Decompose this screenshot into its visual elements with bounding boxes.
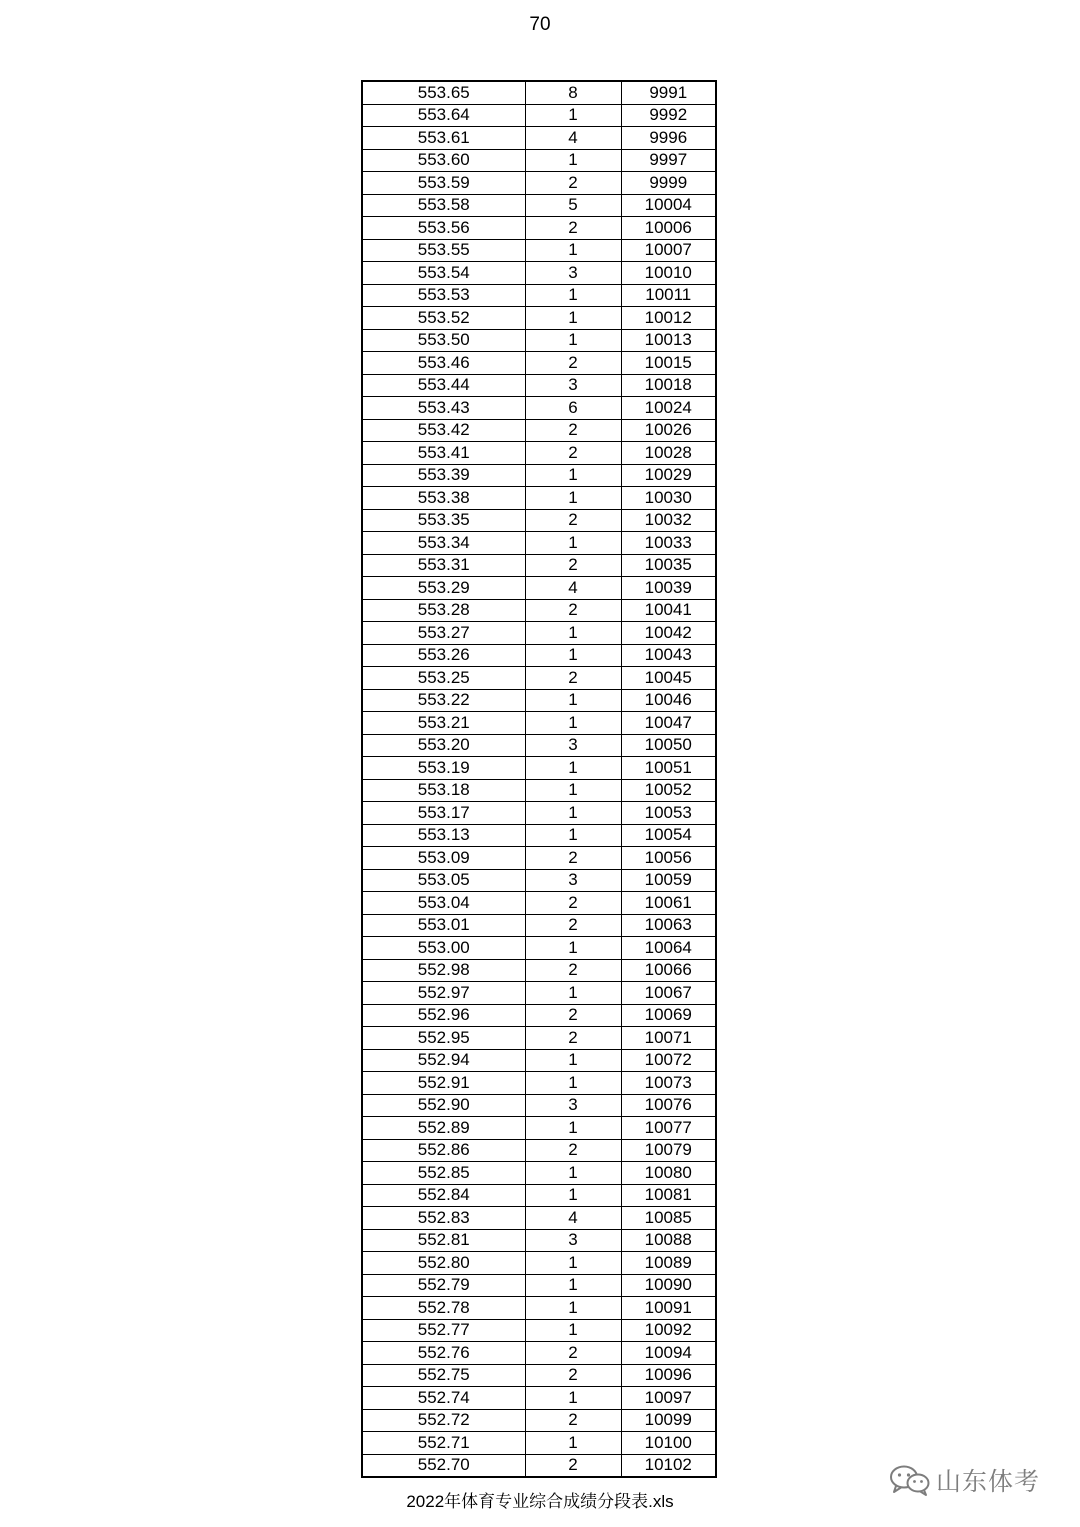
count-cell: 1	[525, 1184, 621, 1207]
count-cell: 1	[525, 1387, 621, 1410]
count-cell: 2	[525, 1342, 621, 1365]
cumulative-cell: 10059	[621, 869, 716, 892]
count-cell: 2	[525, 1139, 621, 1162]
cumulative-cell: 10015	[621, 352, 716, 375]
cumulative-cell: 10076	[621, 1094, 716, 1117]
count-cell: 3	[525, 262, 621, 285]
cumulative-cell: 10056	[621, 847, 716, 870]
score-cell: 552.72	[362, 1409, 525, 1432]
cumulative-cell: 10079	[621, 1139, 716, 1162]
page-number: 70	[529, 14, 551, 35]
cumulative-cell: 9992	[621, 104, 716, 127]
count-cell: 1	[525, 1274, 621, 1297]
score-cell: 553.17	[362, 802, 525, 825]
score-cell: 552.94	[362, 1049, 525, 1072]
count-cell: 1	[525, 149, 621, 172]
count-cell: 2	[525, 914, 621, 937]
score-cell: 552.71	[362, 1432, 525, 1455]
cumulative-cell: 10092	[621, 1319, 716, 1342]
cumulative-cell: 10010	[621, 262, 716, 285]
score-cell: 553.52	[362, 307, 525, 330]
cumulative-cell: 10032	[621, 509, 716, 532]
score-cell: 552.76	[362, 1342, 525, 1365]
cumulative-cell: 10090	[621, 1274, 716, 1297]
table-row	[362, 397, 716, 420]
count-cell: 1	[525, 284, 621, 307]
table-row	[362, 1319, 716, 1342]
watermark-text: 山东体考	[936, 1467, 1041, 1496]
table-row	[362, 1162, 716, 1185]
table-row	[362, 442, 716, 465]
table-row	[362, 1342, 716, 1365]
table-row	[362, 104, 716, 127]
count-cell: 1	[525, 464, 621, 487]
table-row	[362, 149, 716, 172]
cumulative-cell: 10054	[621, 824, 716, 847]
score-cell: 553.04	[362, 892, 525, 915]
count-cell: 2	[525, 419, 621, 442]
table-row	[362, 487, 716, 510]
count-cell: 1	[525, 104, 621, 127]
table-row	[362, 194, 716, 217]
cumulative-cell: 10100	[621, 1432, 716, 1455]
score-cell: 553.28	[362, 599, 525, 622]
table-row	[362, 1229, 716, 1252]
cumulative-cell: 10050	[621, 734, 716, 757]
score-cell: 552.83	[362, 1207, 525, 1230]
score-cell: 552.86	[362, 1139, 525, 1162]
table-row	[362, 81, 716, 104]
count-cell: 2	[525, 442, 621, 465]
table-row	[362, 712, 716, 735]
score-cell: 553.26	[362, 644, 525, 667]
score-cell: 553.42	[362, 419, 525, 442]
cumulative-cell: 10097	[621, 1387, 716, 1410]
score-cell: 553.31	[362, 554, 525, 577]
score-cell: 553.19	[362, 757, 525, 780]
cumulative-cell: 10004	[621, 194, 716, 217]
cumulative-cell: 10043	[621, 644, 716, 667]
count-cell: 2	[525, 554, 621, 577]
score-cell: 553.43	[362, 397, 525, 420]
score-cell: 553.13	[362, 824, 525, 847]
cumulative-cell: 9999	[621, 172, 716, 195]
cumulative-cell: 10035	[621, 554, 716, 577]
table-row	[362, 532, 716, 555]
score-cell: 553.38	[362, 487, 525, 510]
cumulative-cell: 10071	[621, 1027, 716, 1050]
table-row	[362, 959, 716, 982]
table-row	[362, 644, 716, 667]
count-cell: 1	[525, 937, 621, 960]
cumulative-cell: 10077	[621, 1117, 716, 1140]
cumulative-cell: 10063	[621, 914, 716, 937]
table-row	[362, 374, 716, 397]
table-row	[362, 689, 716, 712]
count-cell: 3	[525, 869, 621, 892]
count-cell: 1	[525, 1432, 621, 1455]
cumulative-cell: 10066	[621, 959, 716, 982]
cumulative-cell: 10029	[621, 464, 716, 487]
table-row	[362, 779, 716, 802]
table-row	[362, 847, 716, 870]
count-cell: 1	[525, 712, 621, 735]
count-cell: 3	[525, 734, 621, 757]
score-cell: 553.01	[362, 914, 525, 937]
cumulative-cell: 10069	[621, 1004, 716, 1027]
cumulative-cell: 10067	[621, 982, 716, 1005]
count-cell: 1	[525, 689, 621, 712]
count-cell: 2	[525, 959, 621, 982]
count-cell: 1	[525, 1162, 621, 1185]
cumulative-cell: 10026	[621, 419, 716, 442]
score-cell: 553.64	[362, 104, 525, 127]
table-row	[362, 1432, 716, 1455]
score-cell: 552.81	[362, 1229, 525, 1252]
count-cell: 6	[525, 397, 621, 420]
table-row	[362, 329, 716, 352]
cumulative-cell: 9991	[621, 81, 716, 104]
score-cell: 553.50	[362, 329, 525, 352]
score-cell: 552.91	[362, 1072, 525, 1095]
count-cell: 2	[525, 172, 621, 195]
count-cell: 2	[525, 1409, 621, 1432]
score-cell: 553.46	[362, 352, 525, 375]
table-row	[362, 1027, 716, 1050]
cumulative-cell: 10091	[621, 1297, 716, 1320]
table-row	[362, 352, 716, 375]
score-cell: 552.96	[362, 1004, 525, 1027]
count-cell: 2	[525, 509, 621, 532]
score-cell: 552.77	[362, 1319, 525, 1342]
count-cell: 2	[525, 1004, 621, 1027]
score-cell: 553.05	[362, 869, 525, 892]
cumulative-cell: 10047	[621, 712, 716, 735]
count-cell: 2	[525, 217, 621, 240]
score-table-body	[362, 81, 716, 1477]
wechat-icon	[888, 1463, 932, 1497]
count-cell: 1	[525, 329, 621, 352]
cumulative-cell: 10099	[621, 1409, 716, 1432]
table-row	[362, 1454, 716, 1477]
count-cell: 1	[525, 1319, 621, 1342]
score-cell: 552.89	[362, 1117, 525, 1140]
cumulative-cell: 10080	[621, 1162, 716, 1185]
cumulative-cell: 10064	[621, 937, 716, 960]
count-cell: 1	[525, 1072, 621, 1095]
cumulative-cell: 10081	[621, 1184, 716, 1207]
score-cell: 553.58	[362, 194, 525, 217]
score-cell: 553.65	[362, 81, 525, 104]
score-cell: 553.41	[362, 442, 525, 465]
table-row	[362, 869, 716, 892]
count-cell: 1	[525, 307, 621, 330]
cumulative-cell: 10039	[621, 577, 716, 600]
cumulative-cell: 10053	[621, 802, 716, 825]
count-cell: 1	[525, 1297, 621, 1320]
score-cell: 553.44	[362, 374, 525, 397]
count-cell: 2	[525, 1364, 621, 1387]
cumulative-cell: 10046	[621, 689, 716, 712]
table-row	[362, 307, 716, 330]
table-row	[362, 262, 716, 285]
table-row	[362, 599, 716, 622]
table-row	[362, 914, 716, 937]
score-cell: 552.97	[362, 982, 525, 1005]
score-cell: 553.35	[362, 509, 525, 532]
count-cell: 2	[525, 599, 621, 622]
score-cell: 552.84	[362, 1184, 525, 1207]
table-row	[362, 824, 716, 847]
cumulative-cell: 10018	[621, 374, 716, 397]
count-cell: 1	[525, 982, 621, 1005]
score-cell: 552.80	[362, 1252, 525, 1275]
table-row	[362, 1387, 716, 1410]
score-cell: 553.18	[362, 779, 525, 802]
count-cell: 3	[525, 374, 621, 397]
table-row	[362, 757, 716, 780]
cumulative-cell: 10089	[621, 1252, 716, 1275]
count-cell: 1	[525, 824, 621, 847]
score-cell: 553.53	[362, 284, 525, 307]
count-cell: 1	[525, 532, 621, 555]
cumulative-cell: 10094	[621, 1342, 716, 1365]
score-cell: 553.55	[362, 239, 525, 262]
table-row	[362, 127, 716, 150]
table-row	[362, 1274, 716, 1297]
cumulative-cell: 10042	[621, 622, 716, 645]
cumulative-cell: 10013	[621, 329, 716, 352]
table-row	[362, 1139, 716, 1162]
score-cell: 553.20	[362, 734, 525, 757]
cumulative-cell: 9996	[621, 127, 716, 150]
count-cell: 1	[525, 239, 621, 262]
score-cell: 553.60	[362, 149, 525, 172]
cumulative-cell: 9997	[621, 149, 716, 172]
cumulative-cell: 10030	[621, 487, 716, 510]
count-cell: 2	[525, 1027, 621, 1050]
count-cell: 2	[525, 667, 621, 690]
score-cell: 552.78	[362, 1297, 525, 1320]
count-cell: 2	[525, 352, 621, 375]
score-cell: 553.25	[362, 667, 525, 690]
cumulative-cell: 10072	[621, 1049, 716, 1072]
score-distribution-table	[361, 80, 717, 1478]
cumulative-cell: 10085	[621, 1207, 716, 1230]
table-row	[362, 464, 716, 487]
count-cell: 1	[525, 757, 621, 780]
score-cell: 553.09	[362, 847, 525, 870]
count-cell: 2	[525, 892, 621, 915]
table-row	[362, 1004, 716, 1027]
cumulative-cell: 10051	[621, 757, 716, 780]
cumulative-cell: 10088	[621, 1229, 716, 1252]
count-cell: 1	[525, 487, 621, 510]
table-row	[362, 937, 716, 960]
score-cell: 552.70	[362, 1454, 525, 1477]
score-cell: 552.95	[362, 1027, 525, 1050]
count-cell: 4	[525, 127, 621, 150]
count-cell: 5	[525, 194, 621, 217]
table-row	[362, 892, 716, 915]
score-cell: 553.34	[362, 532, 525, 555]
cumulative-cell: 10096	[621, 1364, 716, 1387]
count-cell: 1	[525, 779, 621, 802]
count-cell: 1	[525, 1049, 621, 1072]
table-row	[362, 1207, 716, 1230]
table-row	[362, 419, 716, 442]
count-cell: 4	[525, 1207, 621, 1230]
watermark	[888, 1462, 1040, 1498]
cumulative-cell: 10061	[621, 892, 716, 915]
table-row	[362, 1184, 716, 1207]
cumulative-cell: 10102	[621, 1454, 716, 1477]
cumulative-cell: 10041	[621, 599, 716, 622]
table-row	[362, 1094, 716, 1117]
table-row	[362, 622, 716, 645]
cumulative-cell: 10028	[621, 442, 716, 465]
table-row	[362, 734, 716, 757]
cumulative-cell: 10012	[621, 307, 716, 330]
table-row	[362, 1364, 716, 1387]
score-cell: 552.90	[362, 1094, 525, 1117]
count-cell: 4	[525, 577, 621, 600]
table-row	[362, 1409, 716, 1432]
score-cell: 553.21	[362, 712, 525, 735]
cumulative-cell: 10024	[621, 397, 716, 420]
count-cell: 3	[525, 1229, 621, 1252]
score-cell: 553.00	[362, 937, 525, 960]
count-cell: 1	[525, 1252, 621, 1275]
table-row	[362, 1252, 716, 1275]
table-row	[362, 1072, 716, 1095]
table-row	[362, 667, 716, 690]
cumulative-cell: 10073	[621, 1072, 716, 1095]
count-cell: 1	[525, 1117, 621, 1140]
score-cell: 553.39	[362, 464, 525, 487]
count-cell: 1	[525, 644, 621, 667]
cumulative-cell: 10007	[621, 239, 716, 262]
cumulative-cell: 10033	[621, 532, 716, 555]
score-cell: 553.27	[362, 622, 525, 645]
count-cell: 3	[525, 1094, 621, 1117]
score-cell: 553.22	[362, 689, 525, 712]
table-row	[362, 577, 716, 600]
score-cell: 553.56	[362, 217, 525, 240]
table-row	[362, 982, 716, 1005]
count-cell: 8	[525, 81, 621, 104]
score-cell: 552.98	[362, 959, 525, 982]
score-cell: 553.54	[362, 262, 525, 285]
table-row	[362, 509, 716, 532]
count-cell: 1	[525, 622, 621, 645]
table-row	[362, 172, 716, 195]
cumulative-cell: 10052	[621, 779, 716, 802]
table-row	[362, 554, 716, 577]
table-row	[362, 1117, 716, 1140]
count-cell: 1	[525, 802, 621, 825]
cumulative-cell: 10045	[621, 667, 716, 690]
score-cell: 553.29	[362, 577, 525, 600]
cumulative-cell: 10006	[621, 217, 716, 240]
score-cell: 552.74	[362, 1387, 525, 1410]
score-cell: 552.75	[362, 1364, 525, 1387]
cumulative-cell: 10011	[621, 284, 716, 307]
table-row	[362, 802, 716, 825]
table-row	[362, 284, 716, 307]
score-cell: 553.61	[362, 127, 525, 150]
footer-filename: 2022年体育专业综合成绩分段表.xls	[406, 1492, 674, 1511]
table-row	[362, 1049, 716, 1072]
score-cell: 553.59	[362, 172, 525, 195]
score-cell: 552.79	[362, 1274, 525, 1297]
table-row	[362, 217, 716, 240]
count-cell: 2	[525, 847, 621, 870]
score-cell: 552.85	[362, 1162, 525, 1185]
count-cell: 2	[525, 1454, 621, 1477]
table-row	[362, 1297, 716, 1320]
table-row	[362, 239, 716, 262]
